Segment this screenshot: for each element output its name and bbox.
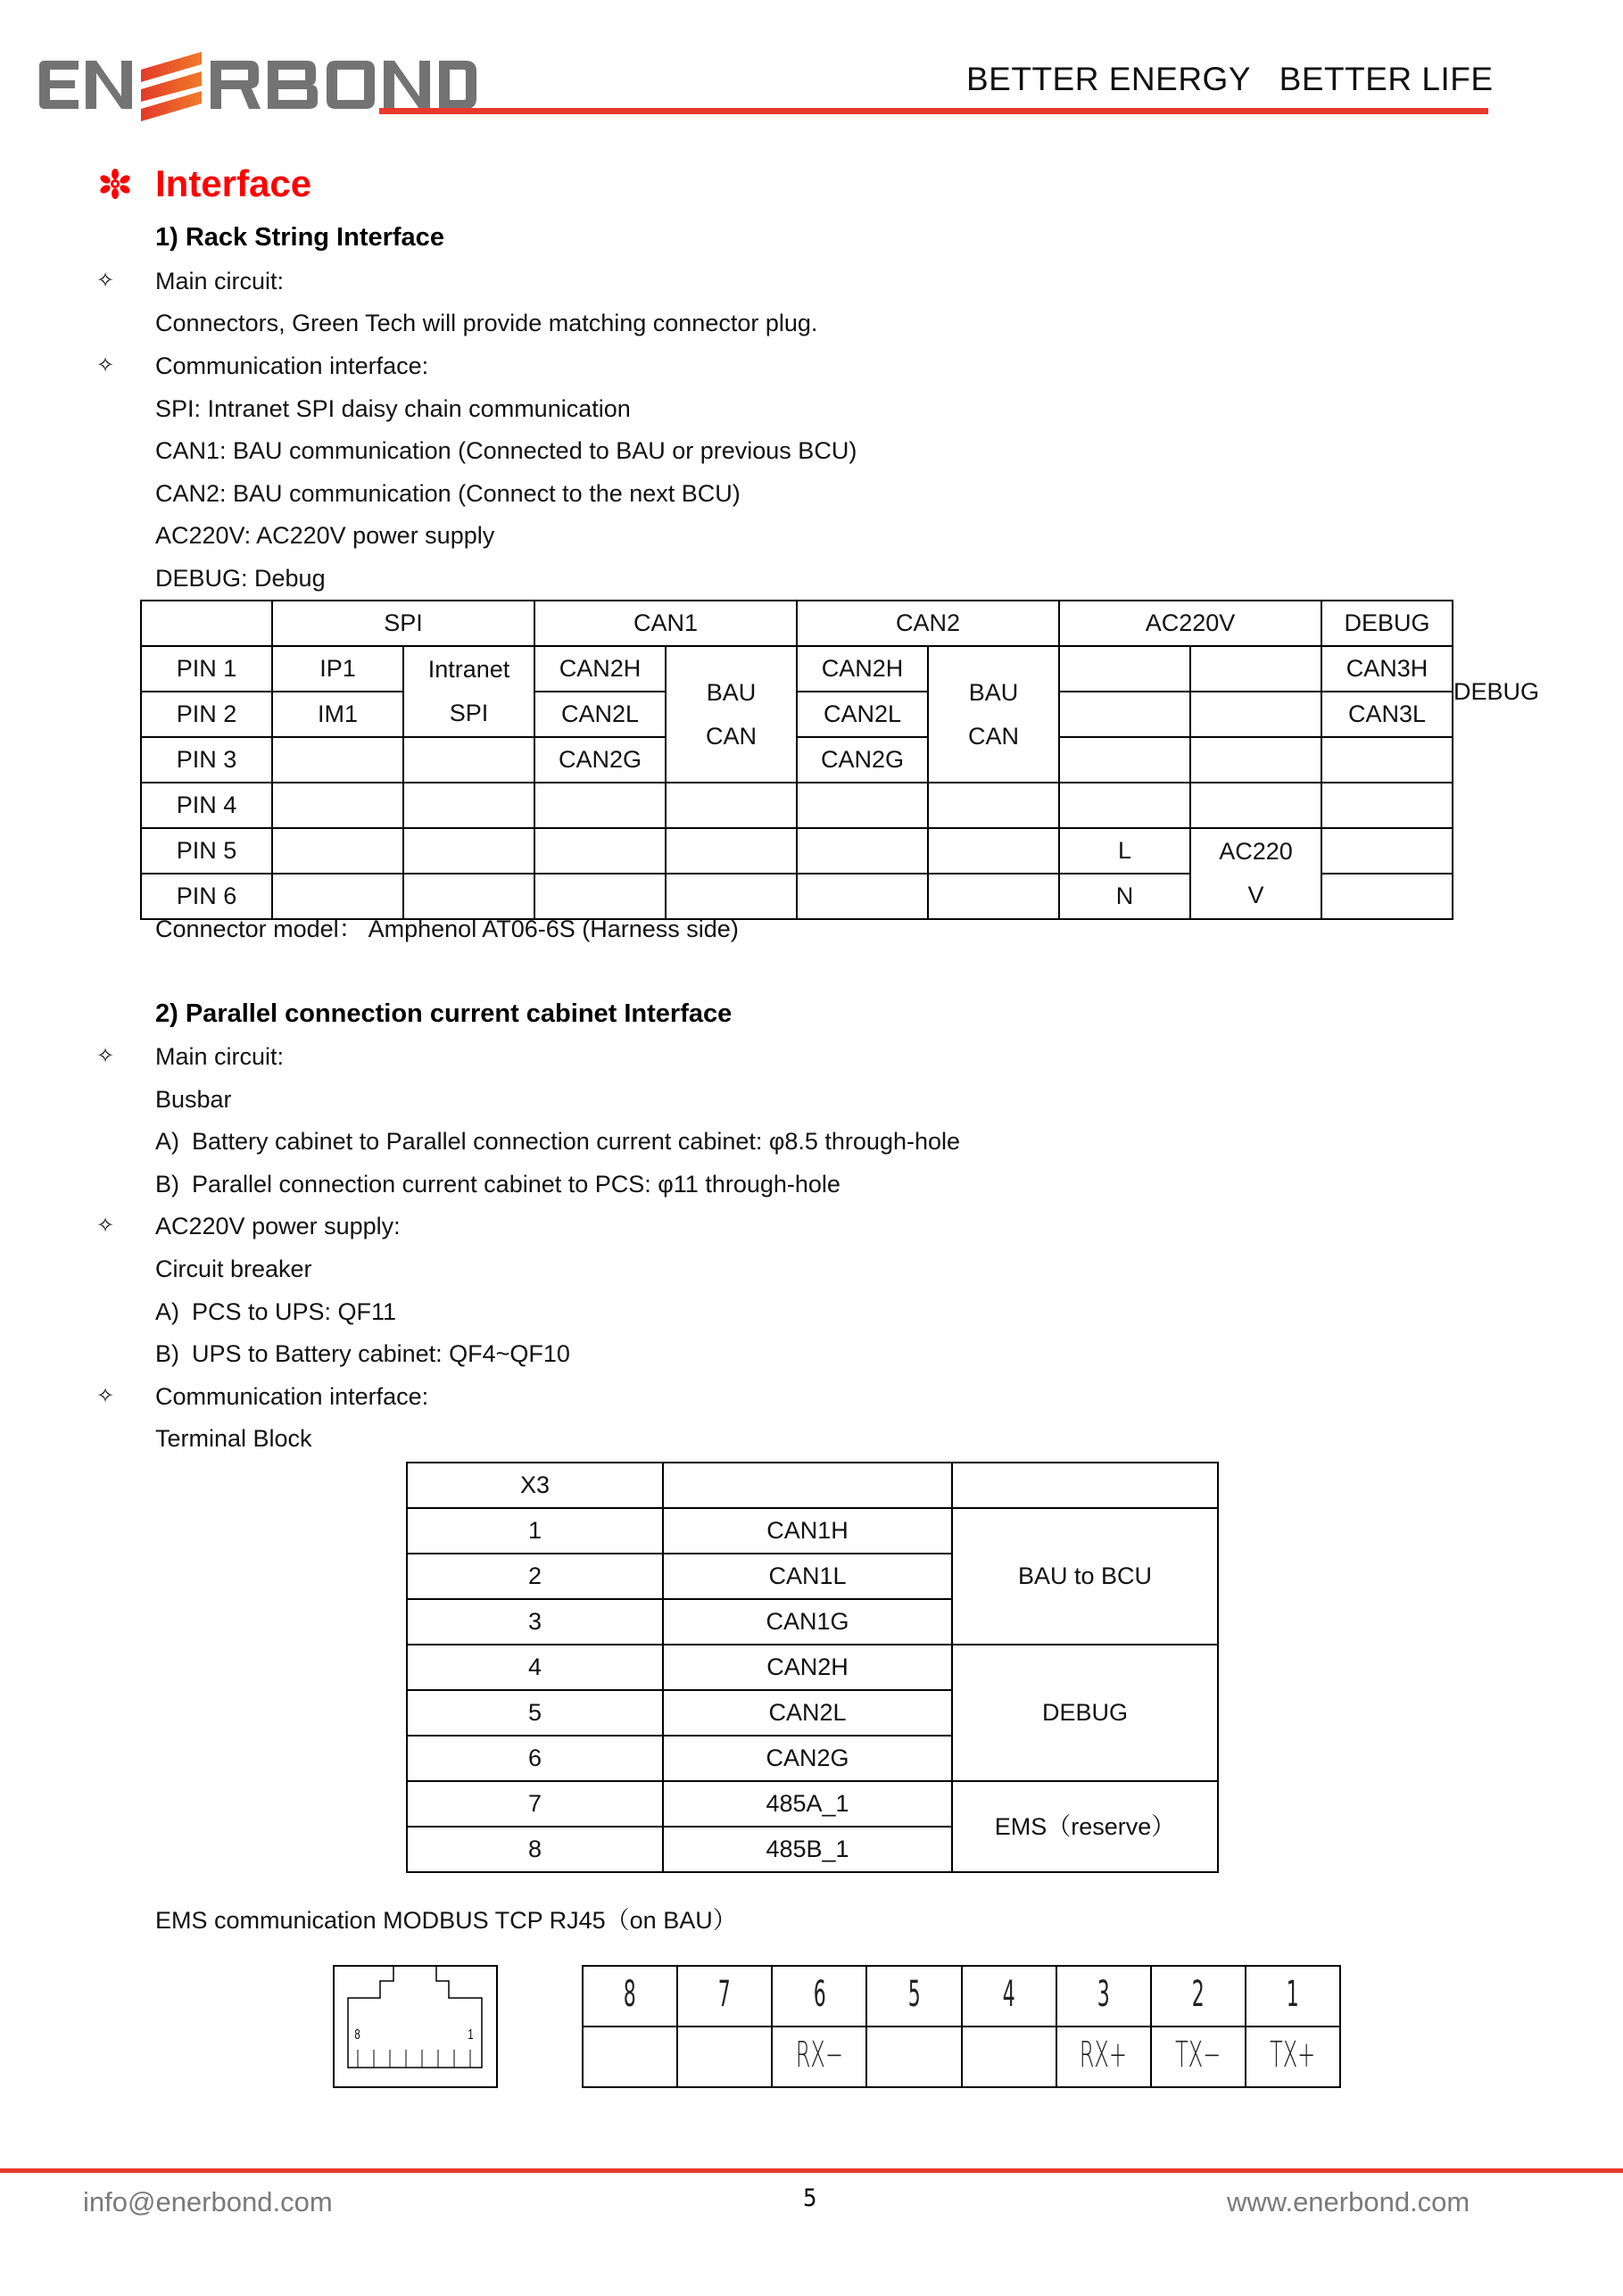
- pin-signal-row: [583, 2027, 1340, 2087]
- table-header-row: [141, 601, 1453, 646]
- terminal-block-label: Terminal Block: [155, 1425, 312, 1452]
- pin-signal: [583, 2027, 677, 2087]
- pin-number: [1246, 1966, 1340, 2027]
- pin-number: [962, 1966, 1056, 2027]
- header-cell-spi: SPI: [272, 601, 534, 646]
- terminal-number: 7: [407, 1781, 663, 1827]
- terminal-block-table: [406, 1462, 1219, 1873]
- pin-number-text: 6: [813, 1973, 826, 2015]
- cell: [1059, 737, 1190, 783]
- pin-number-text: 2: [1191, 1973, 1205, 2015]
- cell: [1321, 783, 1453, 828]
- terminal-number: 3: [407, 1599, 663, 1645]
- pin-signal: [962, 2027, 1056, 2087]
- flower-bullet-icon: [100, 169, 130, 199]
- pin-number-row: [583, 1966, 1340, 2027]
- table-row: [141, 737, 1453, 783]
- terminal-signal: 485A_1: [663, 1781, 952, 1827]
- comm-line-can1: CAN1: BAU communication (Connected to BAU or previous BCU): [155, 437, 857, 464]
- header-tagline: BETTER ENERGY BETTER LIFE: [966, 61, 1494, 97]
- terminal-signal: 485B_1: [663, 1827, 952, 1872]
- item-label: B): [155, 1171, 179, 1198]
- comm-line-ac220v: AC220V: AC220V power supply: [155, 522, 495, 549]
- main-circuit-label: Main circuit:: [155, 1043, 285, 1070]
- item-text: Parallel connection current cabinet to PCS: φ11 through-hole: [192, 1171, 840, 1198]
- cell: [403, 828, 534, 874]
- pin-number: [1056, 1966, 1151, 2027]
- can2-desc-line1: BAU: [968, 678, 1019, 706]
- cell: [1059, 783, 1190, 828]
- rj45-pin-1-label: 1: [468, 2027, 474, 2043]
- header-cell: [663, 1463, 952, 1508]
- pin-number-text: 5: [907, 1973, 921, 2015]
- cell: [1190, 737, 1321, 783]
- can2-desc-cell: [928, 646, 1059, 783]
- cell: CAN2H: [797, 646, 928, 692]
- spi-desc-line2: SPI: [449, 700, 489, 726]
- pin-signal: [1246, 2027, 1340, 2087]
- busbar-item-b: [155, 1169, 840, 1199]
- cell: [272, 874, 403, 919]
- ac220v-desc-cell: [1190, 828, 1321, 919]
- page-number: 5: [803, 2184, 817, 2212]
- item-text: Battery cabinet to Parallel connection current cabinet: φ8.5 through-hole: [192, 1128, 961, 1155]
- diamond-bullet-icon: ✧: [96, 1384, 115, 1408]
- terminal-number: 5: [407, 1690, 663, 1736]
- cell: [928, 874, 1059, 919]
- main-circuit-text: Connectors, Green Tech will provide matching connector plug.: [155, 310, 818, 336]
- cell: [1190, 783, 1321, 828]
- breaker-item-b: [155, 1339, 570, 1369]
- terminal-signal: CAN1G: [663, 1599, 952, 1645]
- pin-signal: [677, 2027, 772, 2087]
- footer-email: info@enerbond.com: [83, 2186, 333, 2217]
- cell: [1190, 646, 1321, 692]
- footer-divider: [0, 2168, 1623, 2173]
- pin-signal-text: TX−: [1175, 2034, 1221, 2076]
- cell: CAN2L: [797, 692, 928, 737]
- cell: N: [1059, 874, 1190, 919]
- cell: [928, 783, 1059, 828]
- terminal-number: 6: [407, 1736, 663, 1781]
- terminal-signal: CAN2H: [663, 1645, 952, 1690]
- comm-interface-label: Communication interface:: [155, 1383, 429, 1410]
- pin-number-text: 8: [624, 1973, 637, 2015]
- pin-label: PIN 5: [141, 828, 272, 874]
- cell: [1321, 874, 1453, 919]
- cell: [1321, 828, 1453, 874]
- cell: [797, 874, 928, 919]
- connector-model: Connector model： Amphenol AT06-6S (Harness side): [155, 916, 739, 942]
- pin-label: PIN 3: [141, 737, 272, 783]
- comm-line-can2: CAN2: BAU communication (Connect to the next BCU): [155, 480, 741, 507]
- header-cell-can1: CAN1: [534, 601, 797, 646]
- pin-number: [866, 1966, 961, 2027]
- ems-comm-label: EMS communication MODBUS TCP RJ45（on BAU）: [155, 1907, 737, 1934]
- cell: CAN2G: [534, 737, 666, 783]
- item-text: UPS to Battery cabinet: QF4~QF10: [192, 1340, 570, 1367]
- table-row: PIN 1 IP1 Intranet SPI CAN2H BAU CAN CAN2H BAU CAN CAN3H DEBUG: [141, 646, 1453, 692]
- terminal-signal: CAN2L: [663, 1690, 952, 1736]
- cell: [666, 783, 797, 828]
- pin-label: PIN 4: [141, 783, 272, 828]
- table-row: [407, 1508, 1218, 1554]
- item-text: PCS to UPS: QF11: [192, 1298, 397, 1325]
- cell: [1321, 737, 1453, 783]
- pin-number-text: 1: [1286, 1973, 1299, 2015]
- cell: CAN3L: [1321, 692, 1453, 737]
- pin-number-text: 7: [718, 1973, 732, 2015]
- power-supply-label: AC220V power supply:: [155, 1213, 401, 1239]
- cell: [928, 828, 1059, 874]
- can1-desc-cell: [666, 646, 797, 783]
- cell: [666, 828, 797, 874]
- diamond-bullet-icon: ✧: [96, 353, 115, 377]
- pin-number: [1151, 1966, 1246, 2027]
- terminal-number: 2: [407, 1554, 663, 1599]
- pin-label: PIN 1: [141, 646, 272, 692]
- rj45-port-icon: [333, 1965, 498, 2088]
- rack-string-pin-table: [140, 600, 1540, 920]
- header-cell-ac220v: AC220V: [1059, 601, 1321, 646]
- comm-line-spi: SPI: Intranet SPI daisy chain communication: [155, 395, 631, 422]
- rj45-pin-8-label: 8: [354, 2027, 360, 2043]
- cell: CAN2H: [534, 646, 666, 692]
- terminal-group: DEBUG: [952, 1645, 1218, 1781]
- cell: [403, 783, 534, 828]
- pin-signal-text: RX+: [1080, 2034, 1128, 2076]
- spi-desc-cell: [403, 646, 534, 737]
- rack-string-heading: 1) Rack String Interface: [155, 223, 444, 252]
- pin-signal: [1151, 2027, 1246, 2087]
- footer-website: www.enerbond.com: [1227, 2186, 1470, 2217]
- pin-number-text: 4: [1002, 1973, 1015, 2015]
- terminal-number: 4: [407, 1645, 663, 1690]
- cell: [1059, 692, 1190, 737]
- can1-desc-line2: CAN: [705, 722, 757, 750]
- terminal-group: BAU to BCU: [952, 1508, 1218, 1645]
- item-label: A): [155, 1298, 179, 1325]
- section-heading: [100, 162, 311, 206]
- terminal-signal: CAN1H: [663, 1508, 952, 1554]
- breaker-item-a: [155, 1297, 396, 1327]
- comm-interface-label: Communication interface:: [155, 352, 429, 379]
- cell: CAN3H: [1321, 646, 1453, 692]
- terminal-signal: CAN2G: [663, 1736, 952, 1781]
- cell: [1059, 646, 1190, 692]
- header-divider: [379, 108, 1488, 114]
- cell: [403, 737, 534, 783]
- busbar-label: Busbar: [155, 1086, 232, 1113]
- cell: [534, 874, 666, 919]
- pin-label: PIN 6: [141, 874, 272, 919]
- cell: [403, 874, 534, 919]
- table-row: [141, 828, 1453, 874]
- cell: [534, 828, 666, 874]
- parallel-cabinet-heading: 2) Parallel connection current cabinet Interface: [155, 999, 733, 1028]
- rj45-pinout-table: [582, 1965, 1341, 2088]
- cell: [666, 874, 797, 919]
- item-label: B): [155, 1340, 179, 1367]
- item-label: A): [155, 1128, 179, 1155]
- table-row: [141, 783, 1453, 828]
- can2-desc-line2: CAN: [967, 722, 1019, 750]
- table-row: [407, 1781, 1218, 1827]
- comm-line-debug: DEBUG: Debug: [155, 565, 326, 592]
- pin-signal: [1056, 2027, 1151, 2087]
- cell: IM1: [272, 692, 403, 737]
- pin-signal: [772, 2027, 866, 2087]
- pin-label: PIN 2: [141, 692, 272, 737]
- section-title: Interface: [155, 162, 312, 204]
- pin-signal-text: RX−: [795, 2034, 843, 2076]
- header-cell: [952, 1463, 1218, 1508]
- pin-signal-text: TX+: [1270, 2034, 1316, 2076]
- rj45-port-diagram: [333, 1965, 498, 2088]
- cell: [272, 828, 403, 874]
- table-row: [407, 1645, 1218, 1690]
- header-cell-x3: X3: [407, 1463, 663, 1508]
- terminal-signal: CAN1L: [663, 1554, 952, 1599]
- table-header-row: [407, 1463, 1218, 1508]
- can1-desc-line1: BAU: [706, 678, 757, 706]
- cell: CAN2G: [797, 737, 928, 783]
- terminal-group: EMS（reserve）: [952, 1781, 1218, 1872]
- pin-number: [677, 1966, 772, 2027]
- cell: [797, 783, 928, 828]
- cell: [272, 783, 403, 828]
- terminal-number: 1: [407, 1508, 663, 1554]
- terminal-number: 8: [407, 1827, 663, 1872]
- cell: L: [1059, 828, 1190, 874]
- header-cell-debug: DEBUG: [1321, 601, 1453, 646]
- pin-signal: [866, 2027, 961, 2087]
- breaker-label: Circuit breaker: [155, 1256, 312, 1282]
- header-cell-can2: CAN2: [797, 601, 1059, 646]
- table-row: [141, 692, 1453, 737]
- pin-number: [772, 1966, 866, 2027]
- ac220v-desc-line1: AC220: [1219, 838, 1293, 865]
- diamond-bullet-icon: ✧: [96, 269, 115, 293]
- spi-desc-line1: Intranet: [427, 656, 510, 683]
- ac220v-desc-line2: V: [1247, 882, 1264, 908]
- cell: [272, 737, 403, 783]
- busbar-item-a: [155, 1126, 960, 1156]
- cell: [534, 783, 666, 828]
- cell: [797, 828, 928, 874]
- cell: IP1: [272, 646, 403, 692]
- header-cell: [141, 601, 272, 646]
- diamond-bullet-icon: ✧: [96, 1044, 115, 1068]
- diamond-bullet-icon: ✧: [96, 1214, 115, 1238]
- cell: CAN2L: [534, 692, 666, 737]
- main-circuit-label: Main circuit:: [155, 268, 285, 294]
- cell: [1190, 692, 1321, 737]
- pin-number-text: 3: [1097, 1973, 1110, 2015]
- pin-number: [583, 1966, 677, 2027]
